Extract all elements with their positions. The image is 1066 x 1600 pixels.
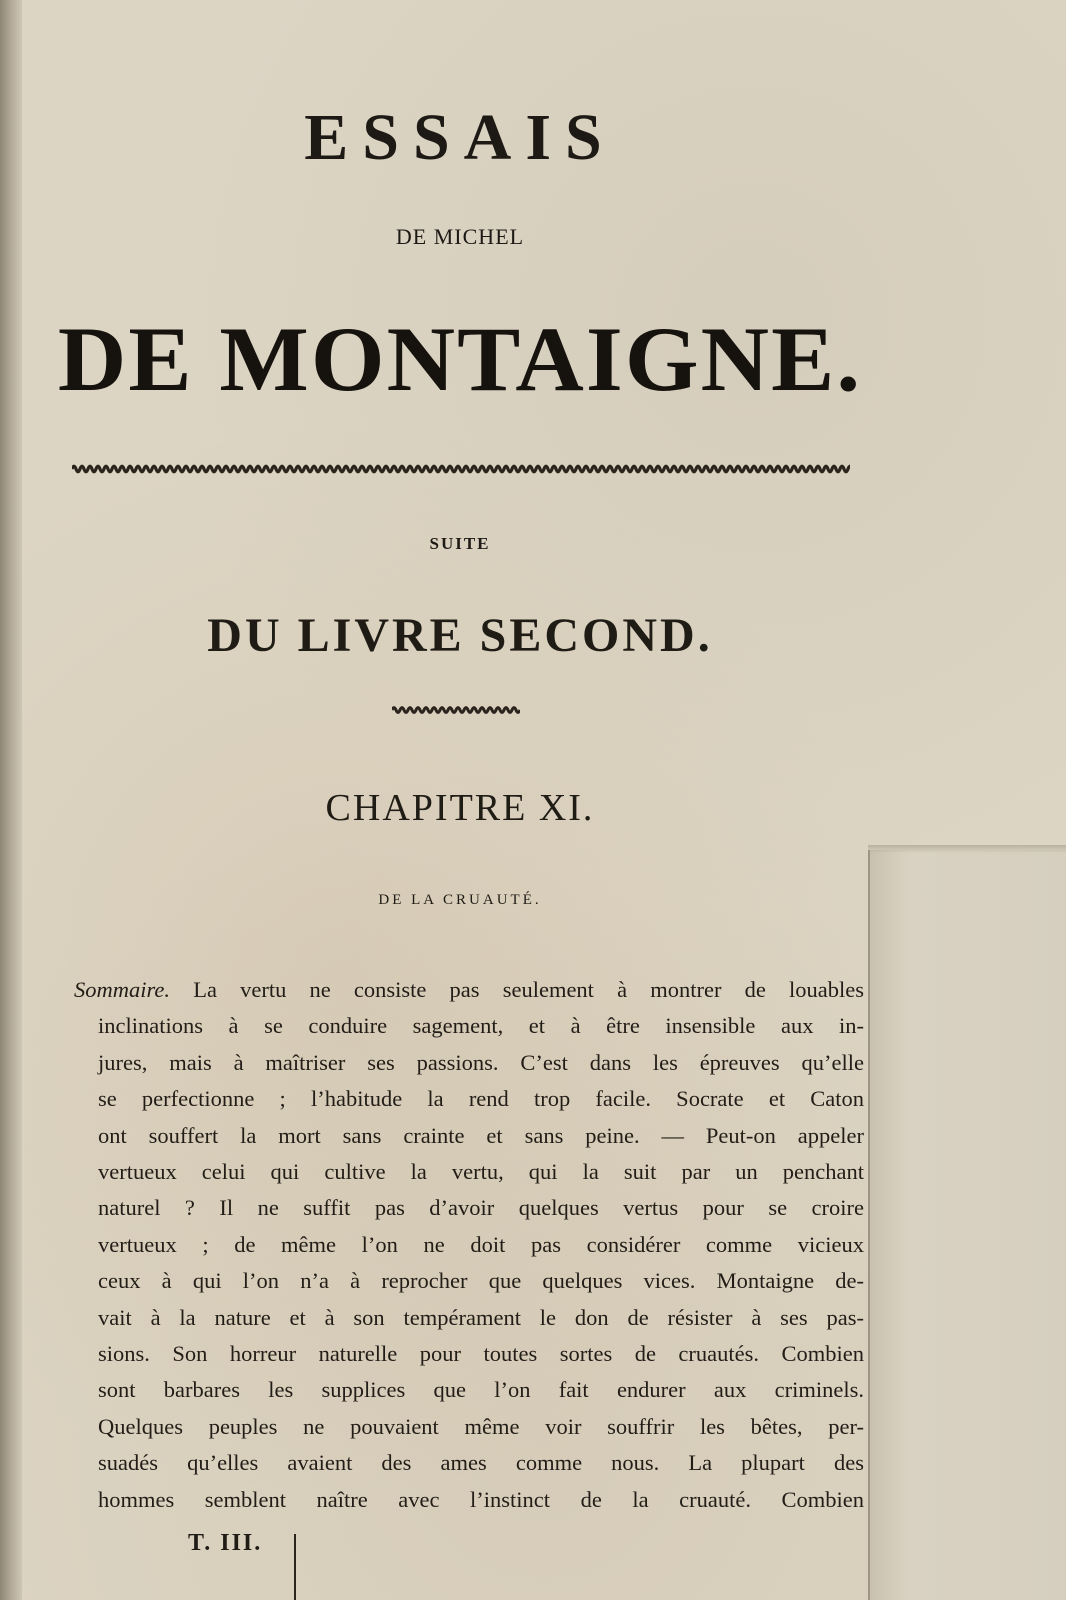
sommaire-line: inclinations à se conduire sagement, et à être insensible aux in- (98, 1013, 864, 1039)
sommaire-line-text: La vertu ne consiste pas seulement à montrer de louables (193, 977, 865, 1002)
page-fold-shadow (868, 845, 1066, 853)
folio-signature: T. III. (188, 1530, 263, 1556)
sommaire-line: vait à la nature et à son tempérament le don de résister à ses pas- (98, 1304, 864, 1330)
page-edge (868, 850, 870, 1600)
sommaire-line: naturel ? Il ne suffit pas d’avoir quelques vertus pour se croire (98, 1195, 864, 1221)
title-essais: ESSAIS (304, 101, 616, 174)
sommaire-line: Quelques peuples ne pouvaient même voir souffrir les bêtes, per- (98, 1413, 864, 1439)
chapter-subtitle: DE LA CRUAUTÉ. (378, 892, 542, 908)
wavy-rule-long (72, 462, 850, 476)
sommaire-line: ont souffert la mort sans crainte et sans peine. — Peut-on appeler (98, 1122, 864, 1148)
livre-heading: DU LIVRE SECOND. (207, 609, 713, 662)
sommaire-line (74, 972, 864, 1008)
sommaire-line: vertueux ; de même l’on ne doit pas considérer comme vicieux (98, 1231, 864, 1257)
sommaire-line: ceux à qui l’on n’a à reprocher que quelques vices. Montaigne de- (98, 1268, 864, 1294)
sommaire-line: hommes semblent naître avec l’instinct de la cruauté. Combien (98, 1486, 864, 1512)
title-de-michel: DE MICHEL (395, 224, 525, 249)
sommaire-line: jures, mais à maîtriser ses passions. C’est dans les épreuves qu’elle (98, 1049, 864, 1075)
sommaire-line: suadés qu’elles avaient des ames comme nous. La plupart des (98, 1450, 864, 1476)
gutter-line (294, 1534, 296, 1600)
sommaire-label: Sommaire. (74, 977, 171, 1002)
sommaire-line: sont barbares les supplices que l’on fait endurer aux criminels. (98, 1377, 864, 1403)
suite-label: SUITE (429, 534, 491, 553)
wavy-rule-short (392, 704, 520, 716)
underlying-page (868, 850, 1066, 1600)
sommaire-line: vertueux celui qui cultive la vertu, qui la suit par un penchant (98, 1159, 864, 1185)
sommaire-paragraph (74, 972, 864, 1518)
sommaire-line: sions. Son horreur naturelle pour toutes sortes de cruautés. Combien (98, 1341, 864, 1367)
sommaire-line: se perfectionne ; l’habitude la rend trop facile. Socrate et Caton (98, 1086, 864, 1112)
title-montaigne: DE MONTAIGNE. (57, 308, 863, 410)
chapter-heading: CHAPITRE XI. (325, 787, 595, 829)
